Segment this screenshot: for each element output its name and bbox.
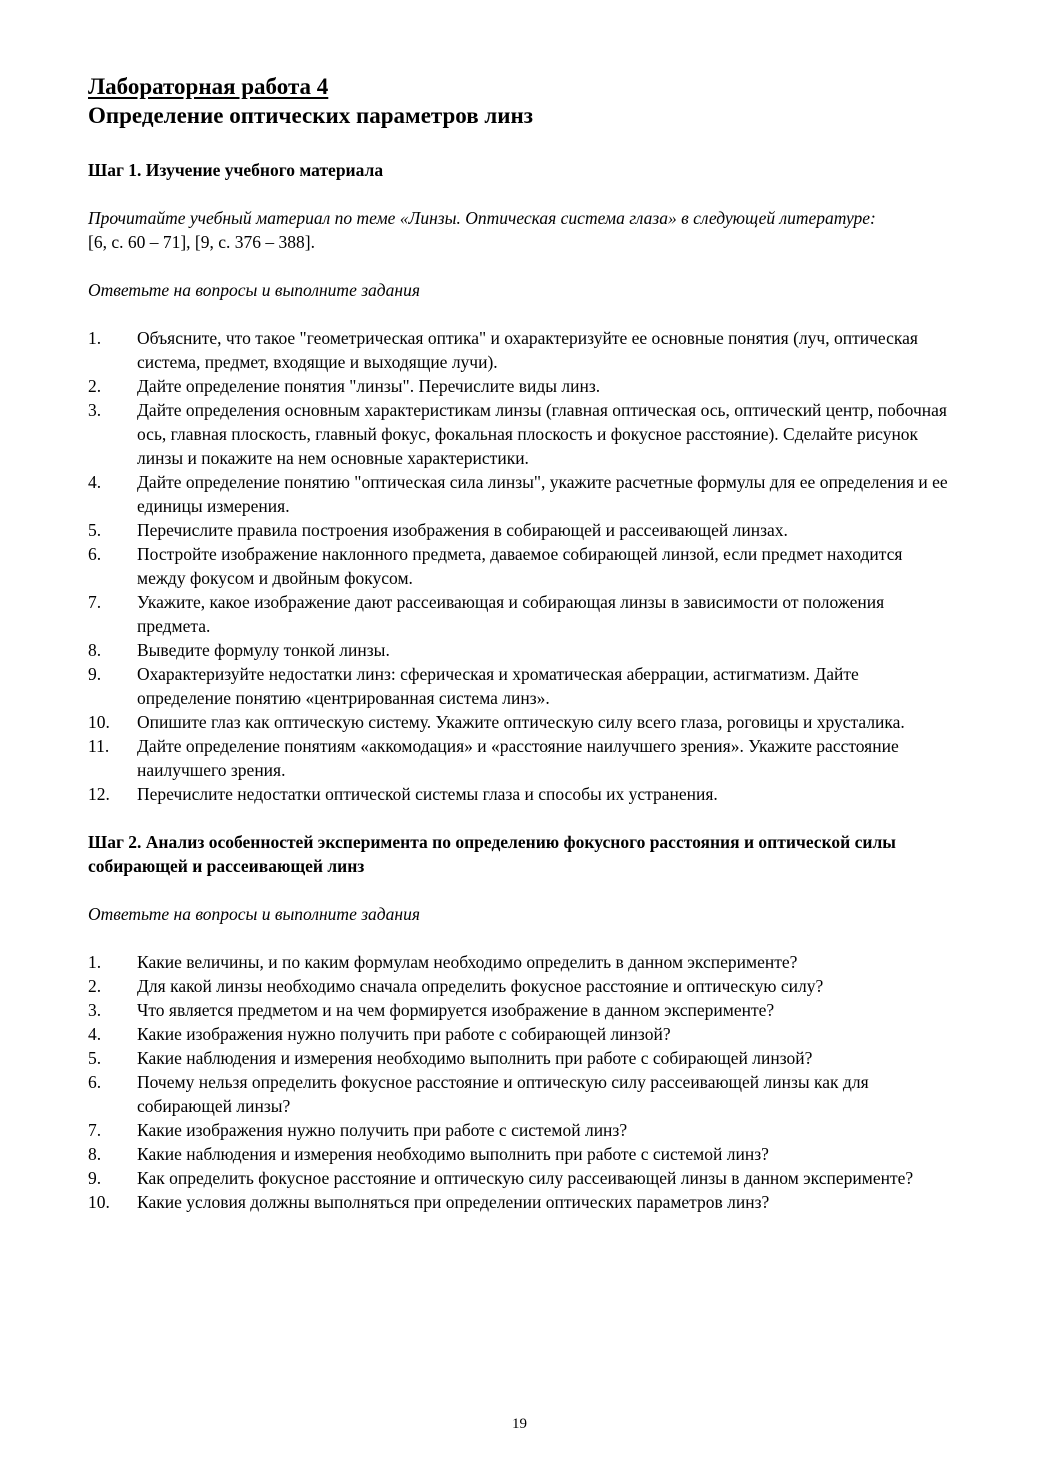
question-item: 9. Как определить фокусное расстояние и оптическую силу рассеивающей линзы в данном эксперименте? <box>88 1168 914 1188</box>
question-item: 12. Перечислите недостатки оптической системы глаза и способы их устранения. <box>88 784 718 804</box>
question-item: 7. Укажите, какое изображение дают рассеивающая и собирающая линзы в зависимости от положения предмета. <box>88 592 885 636</box>
question-item: 1. Объясните, что такое "геометрическая оптика" и охарактеризуйте ее основные понятия (луч, оптическая система, предмет, входящие и выходящие лучи). <box>88 328 918 372</box>
question-item: 3. Дайте определения основным характеристикам линзы (главная оптическая ось, оптический центр, побочная ось, главная плоскость, главный фокус, фокальная плоскость и фокусное расстояние). Сделайте рисунок линзы и покажите на нем основные характеристики. <box>88 400 947 468</box>
step2-task-intro: Ответьте на вопросы и выполните задания <box>88 904 420 924</box>
question-item: 6. Постройте изображение наклонного предмета, даваемое собирающей линзой, если предмет находится между фокусом и двойным фокусом. <box>88 544 903 588</box>
lab-title: Лабораторная работа 4 <box>88 74 329 99</box>
question-item: 10. Опишите глаз как оптическую систему. Укажите оптическую силу всего глаза, роговицы и хрусталика. <box>88 712 905 732</box>
step1-heading: Шаг 1. Изучение учебного материала <box>88 160 384 180</box>
question-item: 9. Охарактеризуйте недостатки линз: сферическая и хроматическая аберрации, астигматизм. Дайте определение понятию «центрированная система линз». <box>88 664 859 708</box>
step2-question-list <box>88 950 954 1214</box>
question-item: 8. Выведите формулу тонкой линзы. <box>88 640 390 660</box>
question-item: 10. Какие условия должны выполняться при определении оптических параметров линз? <box>88 1192 770 1212</box>
question-item: 11. Дайте определение понятиям «аккомодация» и «расстояние наилучшего зрения». Укажите расстояние наилучшего зрения. <box>88 736 899 780</box>
document-page <box>88 72 954 1214</box>
question-item: 2. Дайте определение понятия "линзы". Перечислите виды линз. <box>88 376 601 396</box>
question-item: 6. Почему нельзя определить фокусное расстояние и оптическую силу рассеивающей линзы как для собирающей линзы? <box>88 1072 869 1116</box>
question-item: 4. Какие изображения нужно получить при работе с собирающей линзой? <box>88 1024 671 1044</box>
step1-instruction: Прочитайте учебный материал по теме «Линзы. Оптическая система глаза» в следующей литературе: <box>88 208 876 228</box>
lab-subtitle: Определение оптических параметров линз <box>88 103 534 128</box>
question-item: 5. Какие наблюдения и измерения необходимо выполнить при работе с собирающей линзой? <box>88 1048 813 1068</box>
question-item: 4. Дайте определение понятию "оптическая сила линзы", укажите расчетные формулы для ее определения и ее единицы измерения. <box>88 472 948 516</box>
question-item: 7. Какие изображения нужно получить при работе с системой линз? <box>88 1120 628 1140</box>
step2-heading: Шаг 2. Анализ особенностей эксперимента по определению фокусного расстояния и оптической силы собирающей и рассеивающей линз <box>88 832 896 876</box>
page-number: 19 <box>512 1416 527 1432</box>
question-item: 3. Что является предметом и на чем формируется изображение в данном эксперименте? <box>88 1000 775 1020</box>
step1-task-intro: Ответьте на вопросы и выполните задания <box>88 280 420 300</box>
step1-question-list <box>88 326 954 806</box>
question-item: 1. Какие величины, и по каким формулам необходимо определить в данном эксперименте? <box>88 952 798 972</box>
question-item: 8. Какие наблюдения и измерения необходимо выполнить при работе с системой линз? <box>88 1144 769 1164</box>
question-item: 2. Для какой линзы необходимо сначала определить фокусное расстояние и оптическую силу? <box>88 976 824 996</box>
question-item: 5. Перечислите правила построения изображения в собирающей и рассеивающей линзах. <box>88 520 788 540</box>
step1-references: [6, с. 60 – 71], [9, с. 376 – 388]. <box>88 232 315 252</box>
